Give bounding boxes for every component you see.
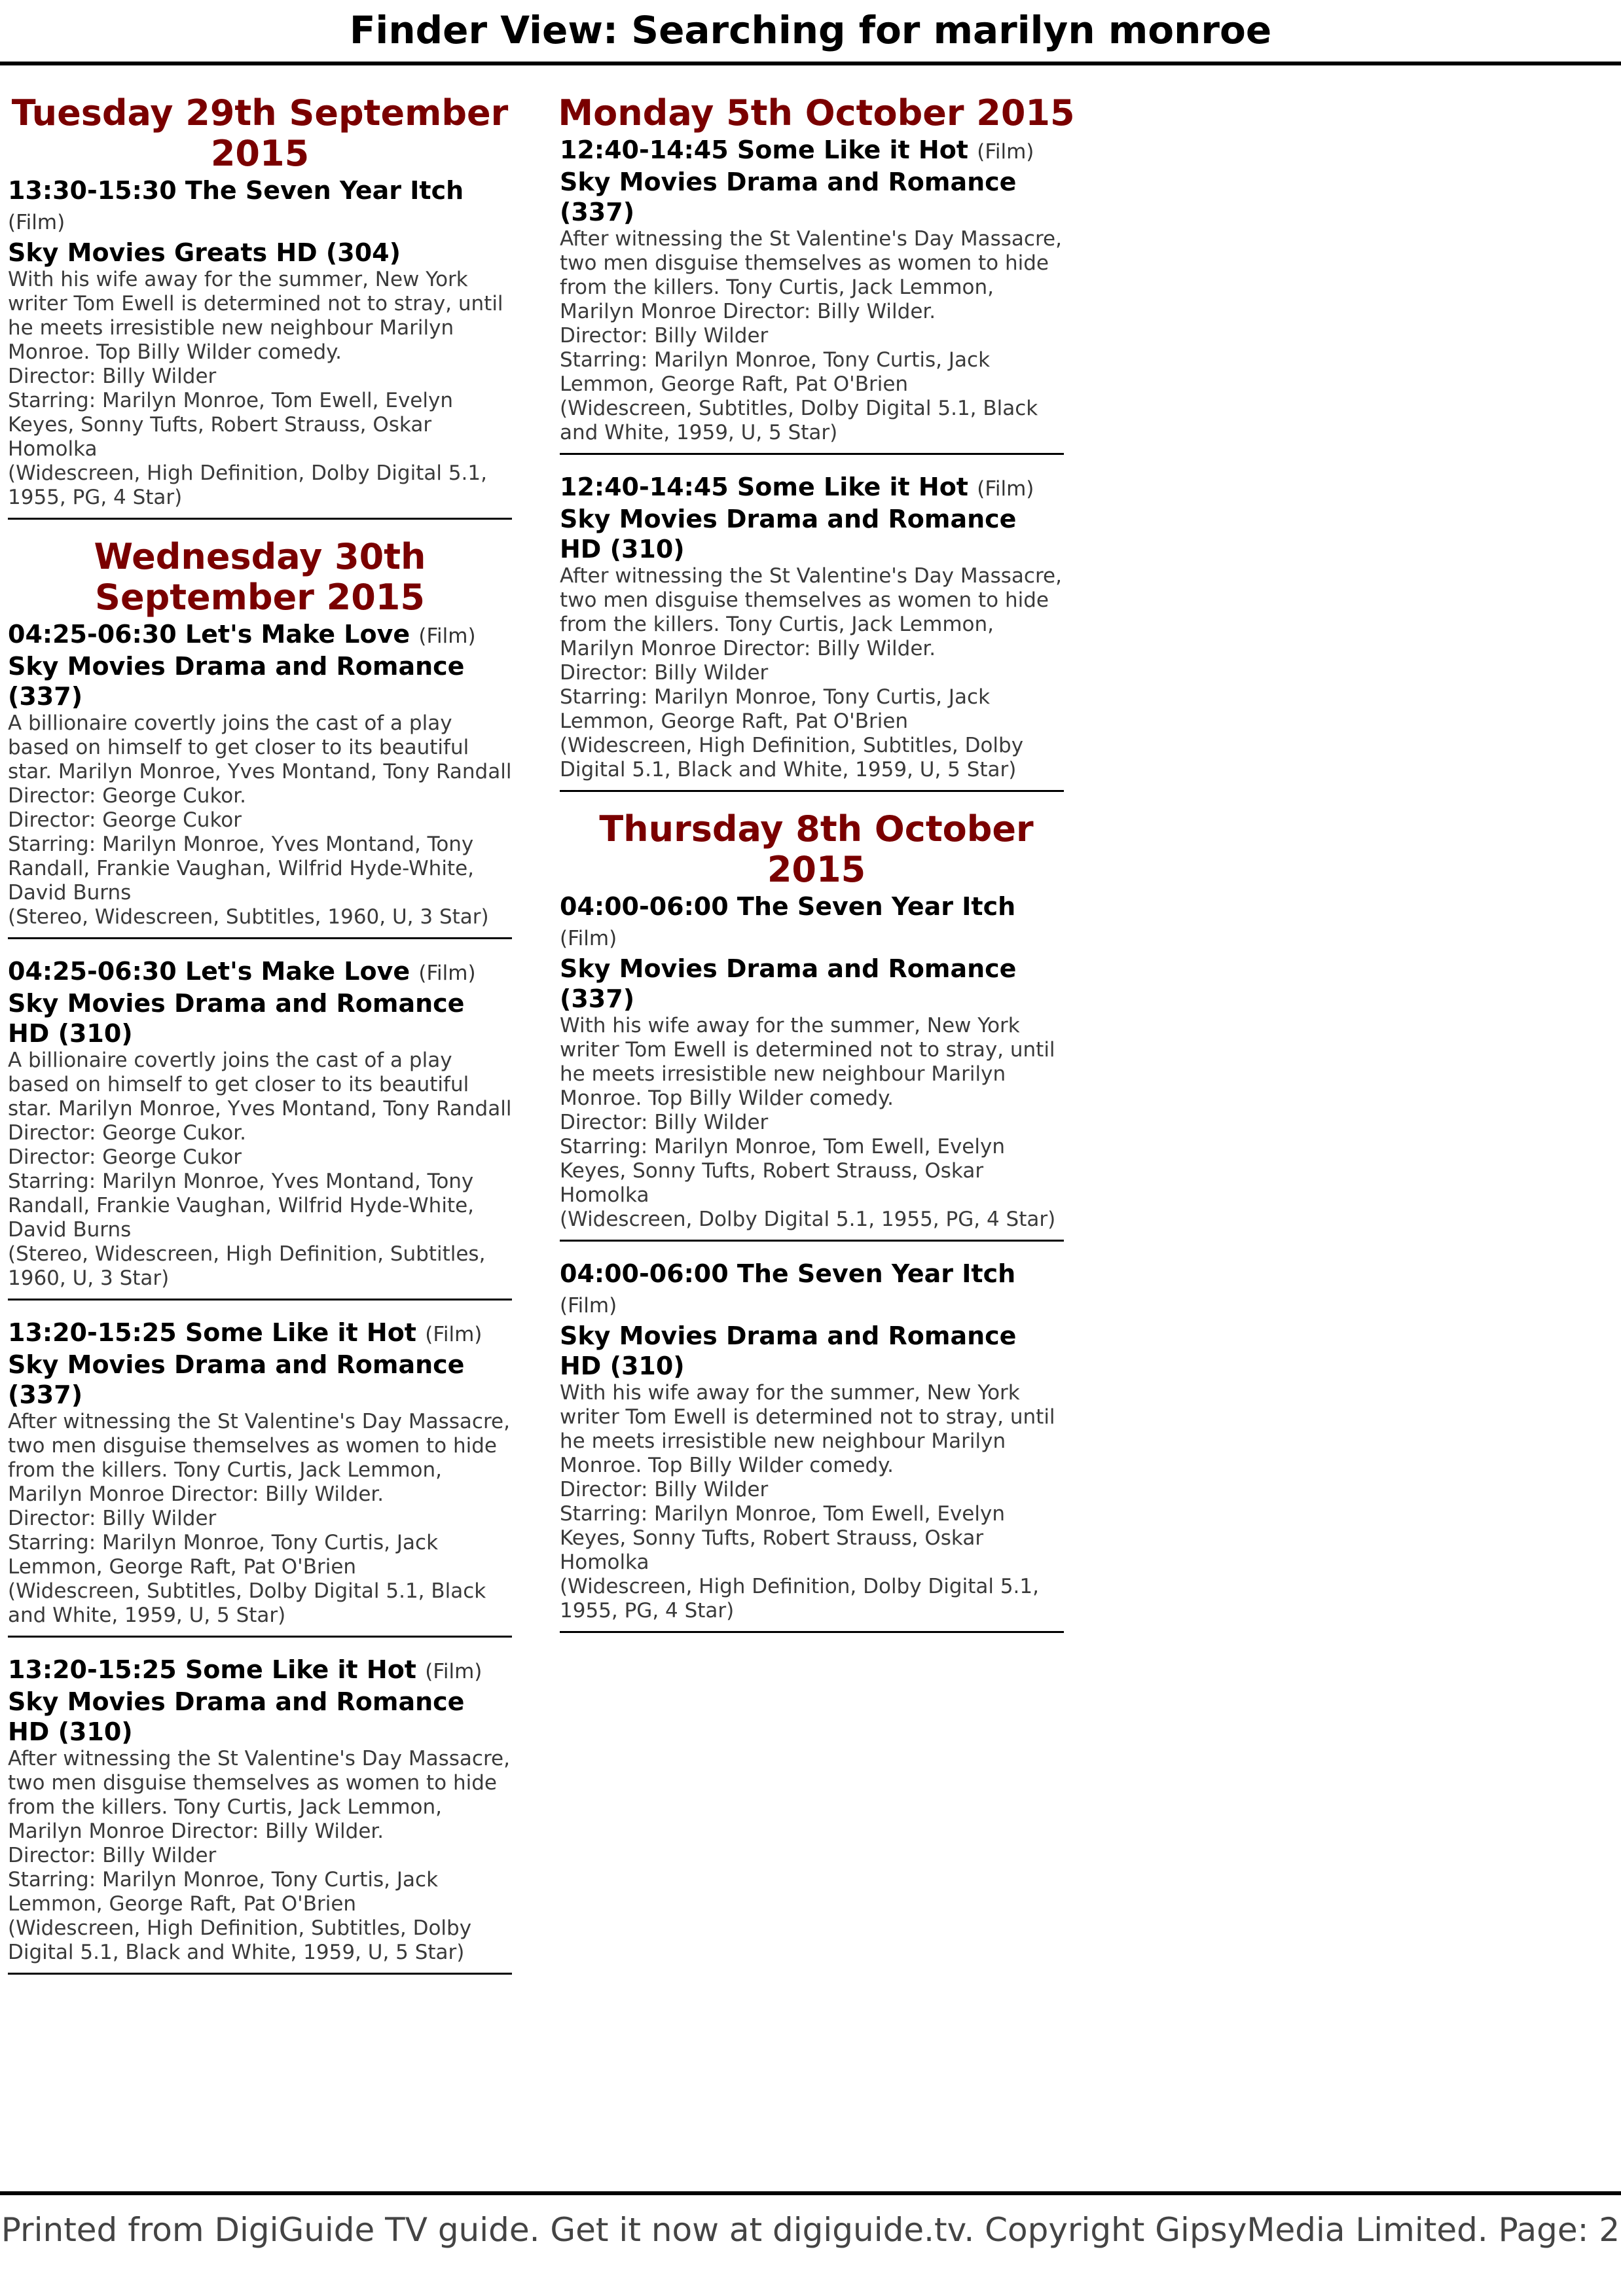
listing-time-title: 04:00-06:00 The Seven Year Itch [560, 892, 1016, 921]
film-tag: (Film) [560, 927, 617, 950]
listing-channel: Sky Movies Greats HD (304) [8, 238, 401, 267]
film-tag: (Film) [425, 1323, 483, 1346]
listing-heading [8, 1655, 512, 1687]
listing-channel: Sky Movies Drama and Romance (337) [8, 1350, 465, 1409]
listing-description: With his wife away for the summer, New York writer Tom Ewell is determined not to stray, until he meets irresistible new neighbour Marilyn Monroe. Top Billy Wilder comedy. [560, 1381, 1055, 1477]
film-tag: (Film) [977, 477, 1034, 501]
listing-director: Director: George Cukor [8, 1145, 242, 1169]
film-tag: (Film) [560, 1294, 617, 1318]
listing-starring: Starring: Marilyn Monroe, Tony Curtis, Jack Lemmon, George Raft, Pat O'Brien [8, 1868, 439, 1916]
listing-starring: Starring: Marilyn Monroe, Tom Ewell, Evelyn Keyes, Sonny Tufts, Robert Strauss, Oskar Homolka [560, 1502, 1005, 1574]
listing-item [8, 956, 512, 1300]
listing-details [560, 1014, 1064, 1232]
listing-director: Director: Billy Wilder [8, 365, 217, 388]
listing-heading [8, 1318, 512, 1350]
listing-director: Director: George Cukor [8, 808, 242, 832]
listing-director: Director: Billy Wilder [8, 1507, 217, 1530]
listing-starring: Starring: Marilyn Monroe, Tony Curtis, Jack Lemmon, George Raft, Pat O'Brien [560, 348, 991, 396]
page-footer: Printed from DigiGuide TV guide. Get it now at digiguide.tv. Copyright GipsyMedia Limited. Page: 2 [1, 2211, 1620, 2249]
film-tag: (Film) [418, 624, 476, 648]
listing-info: (Widescreen, Dolby Digital 5.1, 1955, PG, 4 Star) [560, 1208, 1056, 1231]
listing-item [8, 1655, 512, 1975]
listing-channel: Sky Movies Drama and Romance HD (310) [560, 505, 1017, 564]
listing-channel: Sky Movies Drama and Romance (337) [560, 168, 1017, 226]
listing-info: (Widescreen, High Definition, Dolby Digital 5.1, 1955, PG, 4 Star) [8, 461, 487, 509]
listing-item [560, 1259, 1064, 1633]
listing-director: Director: Billy Wilder [560, 324, 769, 348]
listing-time-title: 13:20-15:25 Some Like it Hot [8, 1318, 416, 1347]
listing-info: (Stereo, Widescreen, Subtitles, 1960, U, 3 Star) [8, 905, 489, 929]
listing-channel: Sky Movies Drama and Romance HD (310) [560, 1321, 1017, 1380]
listing-time-title: 04:25-06:30 Let's Make Love [8, 957, 410, 986]
film-tag: (Film) [425, 1660, 483, 1683]
listing-description: After witnessing the St Valentine's Day Massacre, two men disguise themselves as women to hide from the killers. Tony Curtis, Jack Lemmon, Marilyn Monroe Director: Billy Wilder. [8, 1747, 510, 1843]
listing-info: (Stereo, Widescreen, High Definition, Subtitles, 1960, U, 3 Star) [8, 1242, 486, 1290]
listing-description: With his wife away for the summer, New York writer Tom Ewell is determined not to stray, until he meets irresistible new neighbour Marilyn Monroe. Top Billy Wilder comedy. [8, 268, 503, 364]
listing-info: (Widescreen, High Definition, Dolby Digital 5.1, 1955, PG, 4 Star) [560, 1575, 1039, 1623]
listing-heading [560, 135, 1064, 167]
listing-description: With his wife away for the summer, New York writer Tom Ewell is determined not to stray, until he meets irresistible new neighbour Marilyn Monroe. Top Billy Wilder comedy. [560, 1014, 1055, 1110]
listing-director: Director: Billy Wilder [560, 1478, 769, 1501]
listing-details [560, 227, 1064, 445]
listing-director: Director: Billy Wilder [8, 1844, 217, 1867]
listing-starring: Starring: Marilyn Monroe, Tony Curtis, Jack Lemmon, George Raft, Pat O'Brien [560, 685, 991, 733]
day-heading: Thursday 8th October 2015 [599, 808, 1034, 890]
listing-details [8, 711, 512, 929]
listing-info: (Widescreen, Subtitles, Dolby Digital 5.1, Black and White, 1959, U, 5 Star) [8, 1579, 486, 1627]
listing-item [8, 619, 512, 939]
listing-time-title: 13:30-15:30 The Seven Year Itch [8, 176, 464, 205]
listing-heading [560, 472, 1064, 504]
listing-description: After witnessing the St Valentine's Day Massacre, two men disguise themselves as women to hide from the killers. Tony Curtis, Jack Lemmon, Marilyn Monroe Director: Billy Wilder. [560, 564, 1062, 660]
listing-item [8, 175, 512, 520]
listing-details [8, 1410, 512, 1628]
listing-info: (Widescreen, High Definition, Subtitles, Dolby Digital 5.1, Black and White, 1959, U, 5 Star) [8, 1916, 472, 1964]
listing-starring: Starring: Marilyn Monroe, Tom Ewell, Evelyn Keyes, Sonny Tufts, Robert Strauss, Oskar Homolka [8, 389, 453, 461]
listing-heading [560, 891, 1064, 954]
day-heading: Tuesday 29th September 2015 [11, 92, 509, 174]
listing-heading [8, 619, 512, 651]
listing-details [560, 564, 1064, 782]
day-heading: Wednesday 30th September 2015 [94, 536, 426, 618]
listing-description: A billionaire covertly joins the cast of a play based on himself to get closer to its beautiful star. Marilyn Monroe, Yves Montand, Tony Randall Director: George Cukor. [8, 711, 512, 808]
listing-details [8, 1049, 512, 1291]
listing-description: A billionaire covertly joins the cast of a play based on himself to get closer to its beautiful star. Marilyn Monroe, Yves Montand, Tony Randall Director: George Cukor. [8, 1049, 512, 1145]
listing-item [560, 135, 1064, 455]
listing-heading [560, 1259, 1064, 1321]
listing-description: After witnessing the St Valentine's Day Massacre, two men disguise themselves as women to hide from the killers. Tony Curtis, Jack Lemmon, Marilyn Monroe Director: Billy Wilder. [8, 1410, 510, 1506]
film-tag: (Film) [418, 961, 476, 985]
listing-item [8, 1318, 512, 1638]
listing-item [560, 891, 1064, 1242]
header-divider [0, 62, 1621, 65]
listing-details [560, 1381, 1064, 1623]
listing-director: Director: Billy Wilder [560, 661, 769, 685]
listing-item [560, 472, 1064, 792]
left-column [8, 90, 512, 1992]
listing-channel: Sky Movies Drama and Romance (337) [560, 954, 1017, 1013]
listing-time-title: 12:40-14:45 Some Like it Hot [560, 135, 968, 164]
listing-director: Director: Billy Wilder [560, 1111, 769, 1134]
listing-channel: Sky Movies Drama and Romance HD (310) [8, 989, 465, 1048]
listing-time-title: 13:20-15:25 Some Like it Hot [8, 1655, 416, 1684]
listing-starring: Starring: Marilyn Monroe, Tony Curtis, Jack Lemmon, George Raft, Pat O'Brien [8, 1531, 439, 1579]
film-tag: (Film) [977, 140, 1034, 164]
listing-info: (Widescreen, Subtitles, Dolby Digital 5.1, Black and White, 1959, U, 5 Star) [560, 397, 1038, 444]
listing-heading [8, 175, 512, 238]
listing-starring: Starring: Marilyn Monroe, Tom Ewell, Evelyn Keyes, Sonny Tufts, Robert Strauss, Oskar Homolka [560, 1135, 1005, 1207]
film-tag: (Film) [8, 211, 65, 234]
listing-time-title: 12:40-14:45 Some Like it Hot [560, 473, 968, 501]
right-column [558, 90, 1075, 1650]
listing-starring: Starring: Marilyn Monroe, Yves Montand, Tony Randall, Frankie Vaughan, Wilfrid Hyde-White, David Burns [8, 833, 475, 905]
day-heading: Monday 5th October 2015 [558, 92, 1075, 134]
footer-divider [0, 2191, 1621, 2195]
listing-info: (Widescreen, High Definition, Subtitles, Dolby Digital 5.1, Black and White, 1959, U, 5 Star) [560, 734, 1024, 781]
listing-time-title: 04:25-06:30 Let's Make Love [8, 620, 410, 649]
listing-channel: Sky Movies Drama and Romance (337) [8, 652, 465, 711]
listing-channel: Sky Movies Drama and Romance HD (310) [8, 1687, 465, 1746]
page-title: Finder View: Searching for marilyn monroe [349, 8, 1272, 52]
listing-details [8, 268, 512, 510]
listing-heading [8, 956, 512, 988]
listing-starring: Starring: Marilyn Monroe, Yves Montand, Tony Randall, Frankie Vaughan, Wilfrid Hyde-White, David Burns [8, 1170, 475, 1242]
listing-details [8, 1747, 512, 1965]
listing-time-title: 04:00-06:00 The Seven Year Itch [560, 1259, 1016, 1288]
listing-description: After witnessing the St Valentine's Day Massacre, two men disguise themselves as women to hide from the killers. Tony Curtis, Jack Lemmon, Marilyn Monroe Director: Billy Wilder. [560, 227, 1062, 323]
